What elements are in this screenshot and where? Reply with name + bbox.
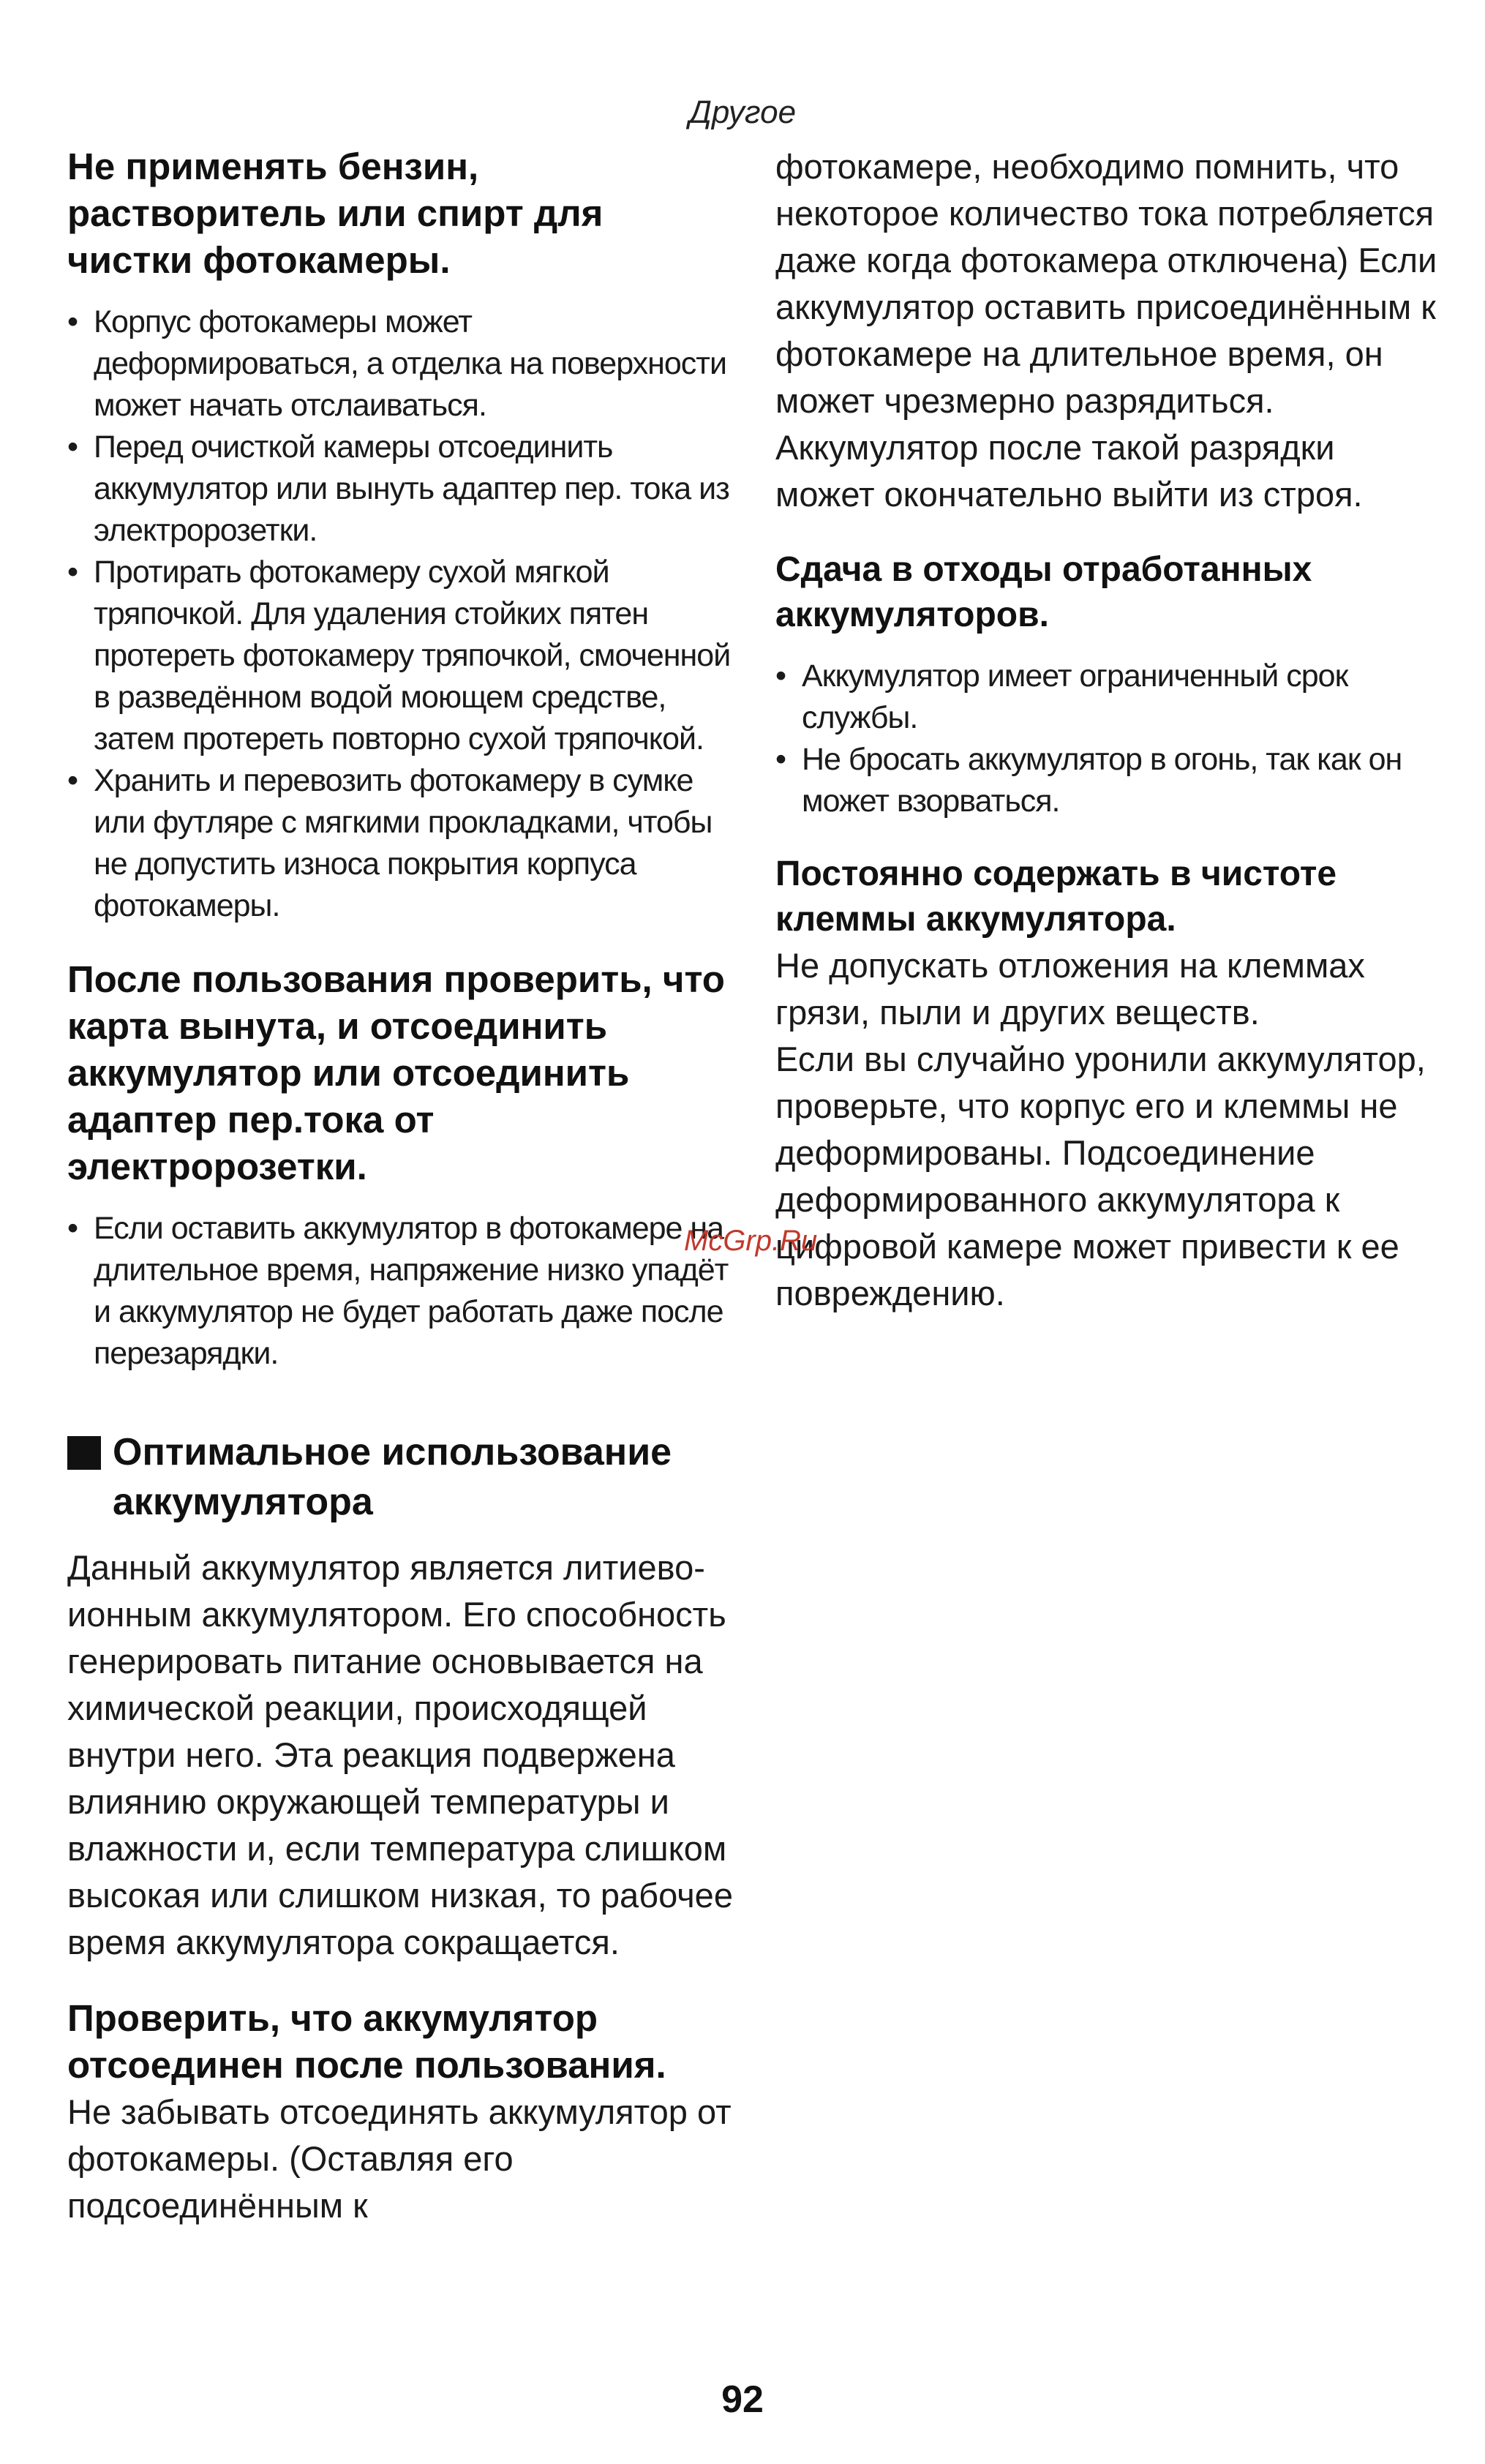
bullet-list-after-use bbox=[67, 1208, 733, 1375]
heading-disconnect-battery: Проверить, что аккумулятор отсоединен после пользования. bbox=[67, 1997, 666, 2086]
section-heading-battery bbox=[67, 1427, 733, 1527]
list-item: • Если оставить аккумулятор в фотокамере на длительное время, напряжение низко упадёт и аккумулятор не будет работать даже после перезарядки. bbox=[67, 1208, 733, 1375]
section-marker-icon bbox=[67, 1436, 101, 1470]
list-item: • Не бросать аккумулятор в огонь, так как он может взорваться. bbox=[775, 739, 1441, 822]
heading-battery-disposal: Сдача в отходы отработанных аккумуляторов. bbox=[775, 550, 1312, 634]
list-item: • Хранить и перевозить фотокамеру в сумке или футляре с мягкими прокладками, чтобы не допустить износа покрытия корпуса фотокамеры. bbox=[67, 760, 733, 927]
right-column bbox=[775, 143, 1441, 1317]
page-number: 92 bbox=[721, 2378, 764, 2421]
heading-no-solvents: Не применять бензин, растворитель или спирт для чистки фотокамеры. bbox=[67, 146, 604, 281]
paragraph-terminals-drop: Если вы случайно уронили аккумулятор, проверьте, что корпус его и клеммы не деформированы. Подсоединение деформированного аккумулятора к цифровой камере может привести к ее повреждению. bbox=[775, 1040, 1426, 1312]
left-column bbox=[67, 143, 733, 2229]
heading-clean-terminals: Постоянно содержать в чистоте клеммы аккумулятора. bbox=[775, 854, 1337, 939]
heading-after-use: После пользования проверить, что карта вынута, и отсоединить аккумулятор или отсоединить адаптер пер.тока от электророзетки. bbox=[67, 958, 725, 1187]
watermark: McGrp.Ru bbox=[684, 1225, 818, 1257]
list-item: • Протирать фотокамеру сухой мягкой тряпочкой. Для удаления стойких пятен протереть фотокамеру тряпочкой, смоченной в разведённом водой моющем средстве, затем протереть повторно сухой тряпочкой. bbox=[67, 552, 733, 760]
list-item: • Аккумулятор имеет ограниченный срок службы. bbox=[775, 656, 1441, 739]
paragraph-battery-info: Данный аккумулятор является литиево-ионным аккумулятором. Его способность генерировать питание основывается на химической реакции, происходящей внутри него. Эта реакция подвержена влиянию окружающей температуры и влажности и, если температура слишком высокая или слишком низкая, то рабочее время аккумулятора сокращается. bbox=[67, 1548, 733, 1961]
paragraph-continued: фотокамере, необходимо помнить, что некоторое количество тока потребляется даже когда фотокамера отключена) Если аккумулятор оставить присоединённым к фотокамере на длительное время, он может чрезмерно разрядиться. Аккумулятор после такой разрядки может окончательно выйти из строя. bbox=[775, 147, 1437, 514]
bullet-list-cleaning bbox=[67, 301, 733, 927]
section-title: Оптимальное использование аккумулятора bbox=[113, 1431, 672, 1523]
bullet-list-disposal bbox=[775, 656, 1441, 822]
paragraph-disconnect: Не забывать отсоединять аккумулятор от фотокамеры. (Оставляя его подсоединённым к bbox=[67, 2092, 732, 2225]
list-item: • Перед очисткой камеры отсоединить аккумулятор или вынуть адаптер пер. тока из электророзетки. bbox=[67, 427, 733, 552]
list-item: • Корпус фотокамеры может деформироваться, а отделка на поверхности может начать отслаиваться. bbox=[67, 301, 733, 427]
section-header: Другое bbox=[688, 94, 797, 130]
paragraph-terminals-dirt: Не допускать отложения на клеммах грязи, пыли и других веществ. bbox=[775, 946, 1365, 1032]
